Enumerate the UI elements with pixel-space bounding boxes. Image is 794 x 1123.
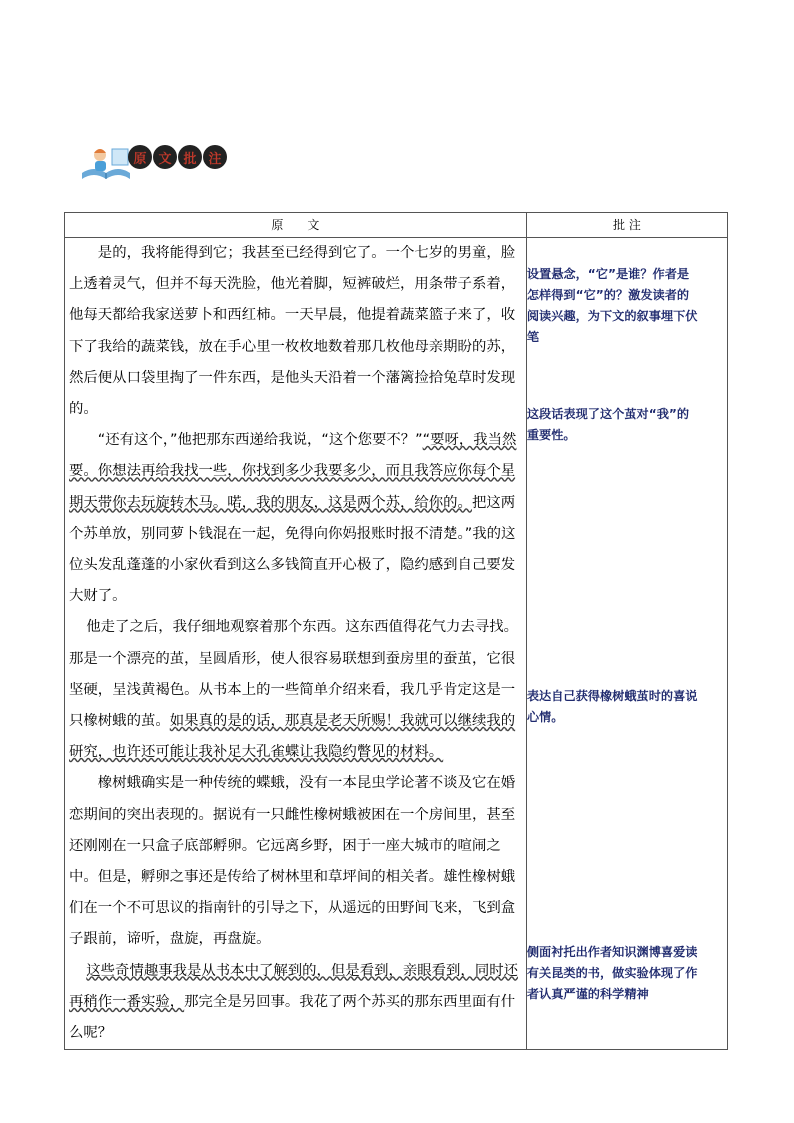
paragraph (69, 612, 522, 768)
reading-girl-logo (76, 143, 136, 183)
paragraph-text: “还有这个，”他把那东西递给我说，“这个您要不？” (97, 432, 423, 449)
title-char: 文 (153, 145, 177, 169)
annotation-note: 侧面衬托出作者知识渊博喜爱读有关昆类的书，做实验体现了作者认真严谨的科学精神 (526, 945, 698, 1001)
paragraph-text: 那完全是另回事。我花了两个苏买的那东西里面有什么呢？ (69, 993, 516, 1042)
title-char: 注 (203, 145, 227, 169)
underlined-text: “要呀，我当然要。你想法再给我找一些，你找到多少我要多少，而且我答应你每个星期天带你去玩旋转木马。喏，我的朋友，这是两个苏，给你的。 (69, 432, 517, 511)
underlined-text: 这些奇情趣事我是从书本中了解到的，但是看到，亲眼看到，同时还再稍作一番实验， (69, 962, 518, 1010)
paragraph (69, 425, 522, 612)
paragraph-text: 橡树蛾确实是一种传统的蝶蛾，没有一本昆虫学论著不谈及它在婚恋期间的突出表现的。据说有一只雌性橡树蛾被困在一个房间里，甚至还刚刚在一只盒子底部孵卵。它远离乡野，困于一座大城市的喧闹之中。但是，孵卵之事还是传给了树林里和草坪间的相关者。雄性橡树蛾们在一个不可思议的指南针的引导之下，从遥远的田野间飞来，飞到盒子跟前，谛听，盘旋，再盘旋。 (69, 775, 516, 948)
notes-cell (526, 238, 727, 1050)
paragraph (69, 956, 522, 1050)
paragraph (69, 768, 522, 955)
title-char: 原 (128, 145, 152, 169)
annotation-note: 这段话表现了这个茧对“我”的重要性。 (526, 407, 690, 442)
original-text-cell (65, 238, 527, 1050)
annotation-table (64, 212, 728, 1050)
column-header-original: 原 文 (65, 213, 527, 238)
paragraph-text: 是的，我将能得到它；我甚至已经得到它了。一个七岁的男童，脸上透着灵气，但并不每天洗脸，他光着脚，短裤破烂，用条带子系着，他每天都给我家送萝卜和西红柿。一天早晨，他提着蔬菜篮子来了，收下了我给的蔬菜钱，放在手心里一枚枚地数着那几枚他母亲期盼的苏，然后便从口袋里掏了一件东西，是他头天沿着一个藩篱捡拾兔草时发现的。 (69, 245, 516, 418)
paragraph (69, 238, 522, 425)
section-title (128, 145, 228, 169)
title-char: 批 (178, 145, 202, 169)
paragraph-text: 把这两个苏单放，别同萝卜钱混在一起，免得向你妈报账时报不清楚。”我的这位头发乱蓬蓬的小家伙看到这么多钱简直开心极了，隐约感到自己要发大财了。 (69, 494, 516, 605)
column-header-notes: 批 注 (526, 213, 727, 238)
paragraph-text: 他走了之后，我仔细地观察着那个东西。这东西值得花气力去寻找。那是一个漂亮的茧，呈圆盾形，使人很容易联想到蚕房里的蚕茧，它很坚硬，呈浅黄褐色。从书本上的一些简单介绍来看，我几乎肯定这是一只橡树蛾的茧。 (69, 619, 518, 730)
annotation-note: 设置悬念，“它”是谁？作者是怎样得到“它”的？激发读者的阅读兴趣，为下文的叙事埋下伏笔 (526, 267, 698, 344)
annotation-note: 表达自己获得橡树蛾茧时的喜说心情。 (526, 689, 698, 724)
underlined-text: 如果真的是的话，那真是老天所赐！我就可以继续我的研究，也许还可能让我补足大孔雀蝶让我隐约瞥见的材料。 (69, 713, 516, 761)
